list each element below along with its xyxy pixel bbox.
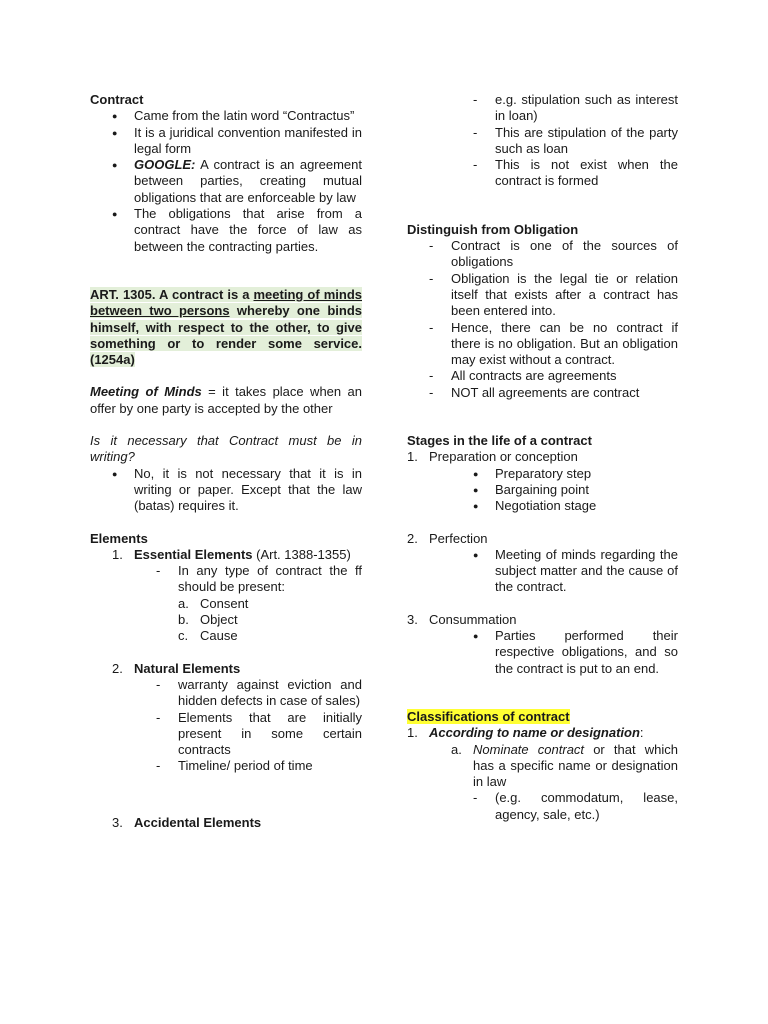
list-item: ● GOOGLE: A contract is an agreement between parties, creating mutual obligations that are enforceable by law: [112, 157, 362, 205]
list-item: - In any type of contract the ff should be present:: [156, 563, 362, 595]
list-item: ● It is a juridical convention manifested in legal form: [112, 124, 362, 156]
bullet-icon: ●: [473, 549, 479, 560]
list-item: - e.g. stipulation such as interest in loan): [473, 92, 678, 124]
bullet-icon: ●: [473, 631, 479, 642]
list-item: - (e.g. commodatum, lease, agency, sale, etc.): [473, 790, 678, 822]
list-item: a. Consent: [178, 595, 249, 611]
left-column: [90, 92, 362, 831]
dash-icon: -: [429, 238, 434, 254]
dash-icon: -: [473, 92, 478, 107]
list-item: - Contract is one of the sources of obligations: [429, 238, 678, 270]
list-item: c. Cause: [178, 628, 238, 644]
bullet-icon: ●: [473, 468, 479, 479]
contract-heading: Contract: [90, 92, 144, 107]
list-item: ● The obligations that arise from a contract have the force of law as between the contracting parties.: [112, 206, 362, 254]
elements-heading: Elements: [90, 530, 148, 546]
dash-icon: -: [473, 790, 478, 806]
dash-icon: -: [473, 124, 478, 140]
list-item: ● Came from the latin word “Contractus”: [112, 108, 355, 124]
stages-heading: Stages in the life of a contract: [407, 433, 592, 449]
bullet-icon: ●: [112, 127, 118, 138]
right-column: [407, 92, 678, 823]
list-item: - warranty against eviction and hidden defects in case of sales): [156, 676, 362, 709]
dash-icon: -: [429, 319, 434, 335]
list-item: ● No, it is not necessary that it is in writing or paper. Except that the law (batas) requires it.: [112, 465, 362, 514]
list-item: - This is not exist when the contract is formed: [473, 157, 678, 189]
classifications-heading: Classifications of contract: [407, 708, 570, 724]
list-item: ● Negotiation stage: [473, 498, 597, 514]
list-item: 1. According to name or designation:: [407, 725, 644, 741]
list-item: 1. Preparation or conception: [407, 449, 578, 465]
list-item: 3. Accidental Elements: [112, 814, 262, 830]
list-item: 3. Consummation: [407, 611, 517, 627]
list-item: b. Object: [178, 612, 238, 628]
list-item: ● Parties performed their respective obligations, and so the contract is put to an end.: [473, 628, 678, 676]
writing-question: Is it necessary that Contract must be in writing?: [90, 433, 362, 465]
distinguish-heading: Distinguish from Obligation: [407, 221, 579, 237]
list-item: ● Bargaining point: [473, 481, 589, 497]
dash-icon: -: [429, 384, 434, 400]
list-item: - Obligation is the legal tie or relation itself that exists after a contract has been entered into.: [429, 270, 678, 319]
list-item: - Elements that are initially present in some certain contracts: [156, 709, 362, 758]
article-1305: ART. 1305. A contract is a meeting of minds between two persons whereby one binds himself, with respect to the other, to give something or to render some service. (1254a): [90, 286, 362, 368]
bullet-icon: ●: [112, 111, 118, 122]
list-item: a. Nominate contract or that which has a specific name or designation in law: [451, 741, 678, 790]
bullet-icon: ●: [112, 468, 118, 479]
dash-icon: -: [156, 709, 161, 725]
list-item: - Timeline/ period of time: [156, 758, 313, 774]
bullet-icon: ●: [112, 209, 118, 220]
meeting-of-minds-definition: Meeting of Minds = it takes place when an offer by one party is accepted by the other: [90, 384, 362, 416]
bullet-icon: ●: [473, 484, 479, 495]
bullet-icon: ●: [473, 501, 479, 512]
bullet-icon: ●: [112, 160, 118, 171]
list-item: - NOT all agreements are contract: [429, 384, 640, 400]
dash-icon: -: [156, 676, 161, 692]
list-item: - Hence, there can be no contract if there is no obligation. But an obligation may exist without a contract.: [429, 319, 678, 368]
list-item: 1. Essential Elements (Art. 1388-1355): [112, 546, 351, 562]
list-item: 2. Natural Elements: [112, 660, 241, 676]
dash-icon: -: [473, 157, 478, 173]
google-label: GOOGLE:: [134, 157, 196, 173]
dash-icon: -: [156, 563, 161, 579]
list-item: - This are stipulation of the party such as loan: [473, 124, 678, 156]
dash-icon: -: [429, 368, 434, 384]
dash-icon: -: [429, 270, 434, 286]
dash-icon: -: [156, 758, 161, 774]
list-item: 2. Perfection: [407, 530, 488, 546]
list-item: ● Meeting of minds regarding the subject matter and the cause of the contract.: [473, 546, 678, 595]
list-item: - All contracts are agreements: [429, 368, 617, 384]
list-item: ● Preparatory step: [473, 465, 592, 481]
